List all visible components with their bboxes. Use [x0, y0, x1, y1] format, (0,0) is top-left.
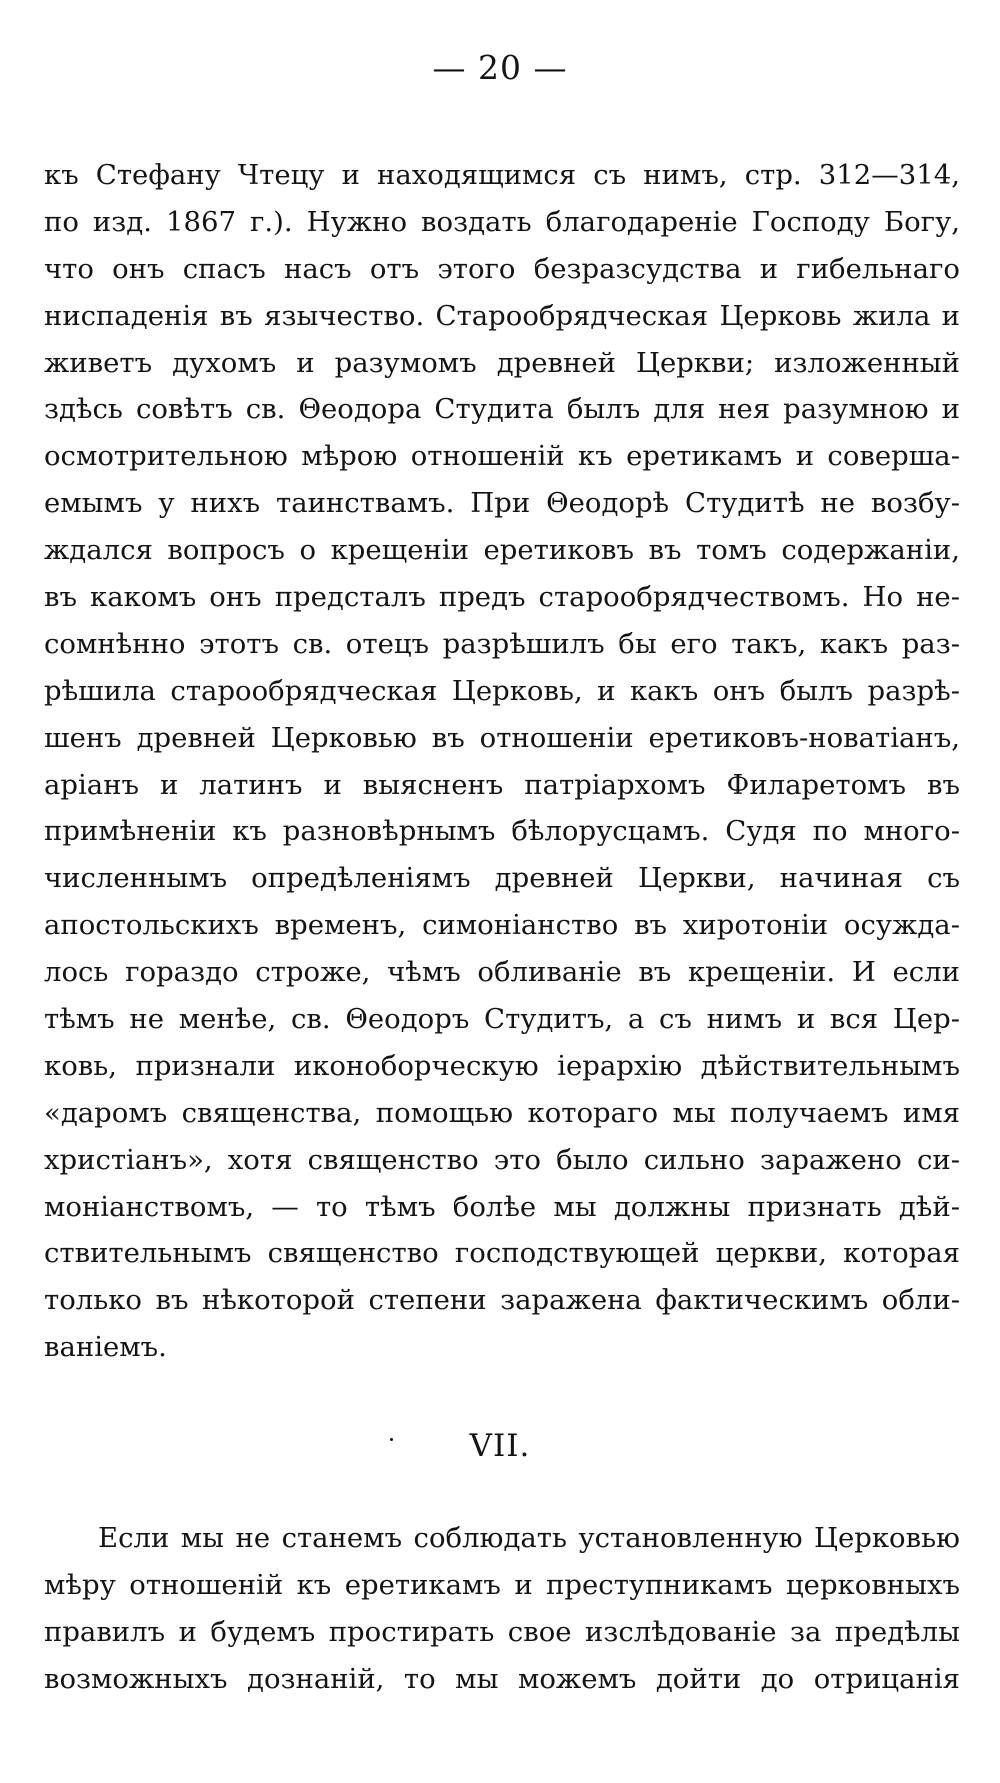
- text-line: только въ нѣкоторой степени заражена фактическимъ обли-: [44, 1284, 960, 1317]
- text-line: мѣру отношеній къ еретикамъ и преступникамъ церковныхъ: [44, 1568, 960, 1601]
- text-line: правилъ и будемъ простирать свое изслѣдованіе за предѣлы: [44, 1615, 960, 1648]
- text-line: емымъ у нихъ таинствамъ. При Θеодорѣ Студитѣ не возбу-: [44, 487, 960, 520]
- text-line: ствительнымъ священство господствующей церкви, которая: [44, 1237, 960, 1270]
- text-line: ждался вопросъ о крещеніи еретиковъ въ томъ содержаніи,: [44, 534, 960, 567]
- paragraph-1: [44, 152, 960, 1371]
- text-line: что онъ спасъ насъ отъ этого безразсудства и гибельнаго: [44, 252, 960, 285]
- section-heading: VII.: [469, 1428, 531, 1464]
- text-line: рѣшила старообрядческая Церковь, и какъ онъ былъ разрѣ-: [44, 674, 960, 707]
- text-line: осмотрительною мѣрою отношеній къ еретикамъ и соверша-: [44, 440, 960, 473]
- text-line: живетъ духомъ и разумомъ древней Церкви; изложенный: [44, 346, 960, 379]
- text-line: апостольскихъ временъ, симоніанство въ хиротоніи осужда-: [44, 909, 960, 942]
- text-line: тѣмъ не менѣе, св. Θеодоръ Студитъ, а съ нимъ и вся Цер-: [44, 1003, 960, 1036]
- text-line: ниспаденія въ язычество. Старообрядческая Церковь жила и: [44, 299, 960, 332]
- text-line: аріанъ и латинъ и выясненъ патріархомъ Филаретомъ въ: [44, 768, 960, 801]
- text-line: христіанъ», хотя священство это было сильно заражено си-: [44, 1143, 960, 1176]
- text-line: сомнѣнно этотъ св. отецъ разрѣшилъ бы его такъ, какъ раз-: [44, 627, 960, 660]
- text-line: «даромъ священства, помощью котораго мы получаемъ имя: [44, 1096, 960, 1129]
- text-line: численнымъ опредѣленіямъ древней Церкви, начиная съ: [44, 862, 960, 895]
- text-line: ваніемъ.: [44, 1331, 167, 1364]
- page-number: — 20 —: [432, 48, 568, 87]
- text-line: Если мы не станемъ соблюдать установленную Церковью: [98, 1522, 960, 1554]
- text-line: ковь, признали иконоборческую іерархію дѣйствительнымъ: [44, 1049, 960, 1082]
- text-line: примѣненіи къ разновѣрнымъ бѣлорусцамъ. Судя по много-: [44, 815, 960, 848]
- paragraph-2: [44, 1515, 960, 1703]
- text-line: лось гораздо строже, чѣмъ обливаніе въ крещеніи. И если: [44, 956, 960, 989]
- text-line: по изд. 1867 г.). Нужно воздать благодареніе Господу Богу,: [44, 205, 960, 238]
- text-line: моніанствомъ, — то тѣмъ болѣе мы должны признать дѣй-: [44, 1190, 960, 1223]
- text-line: возможныхъ дознаній, то мы можемъ дойти до отрицанія: [44, 1662, 960, 1695]
- text-line: въ какомъ онъ предсталъ предъ старообрядчествомъ. Но не-: [44, 581, 960, 614]
- text-line: къ Стефану Чтецу и находящимся съ нимъ, стр. 312—314,: [44, 159, 960, 191]
- text-line: здѣсь совѣтъ св. Θеодора Студита былъ для нея разумною и: [44, 393, 960, 426]
- text-line: шенъ древней Церковью въ отношеніи еретиковъ-новатіанъ,: [44, 721, 960, 754]
